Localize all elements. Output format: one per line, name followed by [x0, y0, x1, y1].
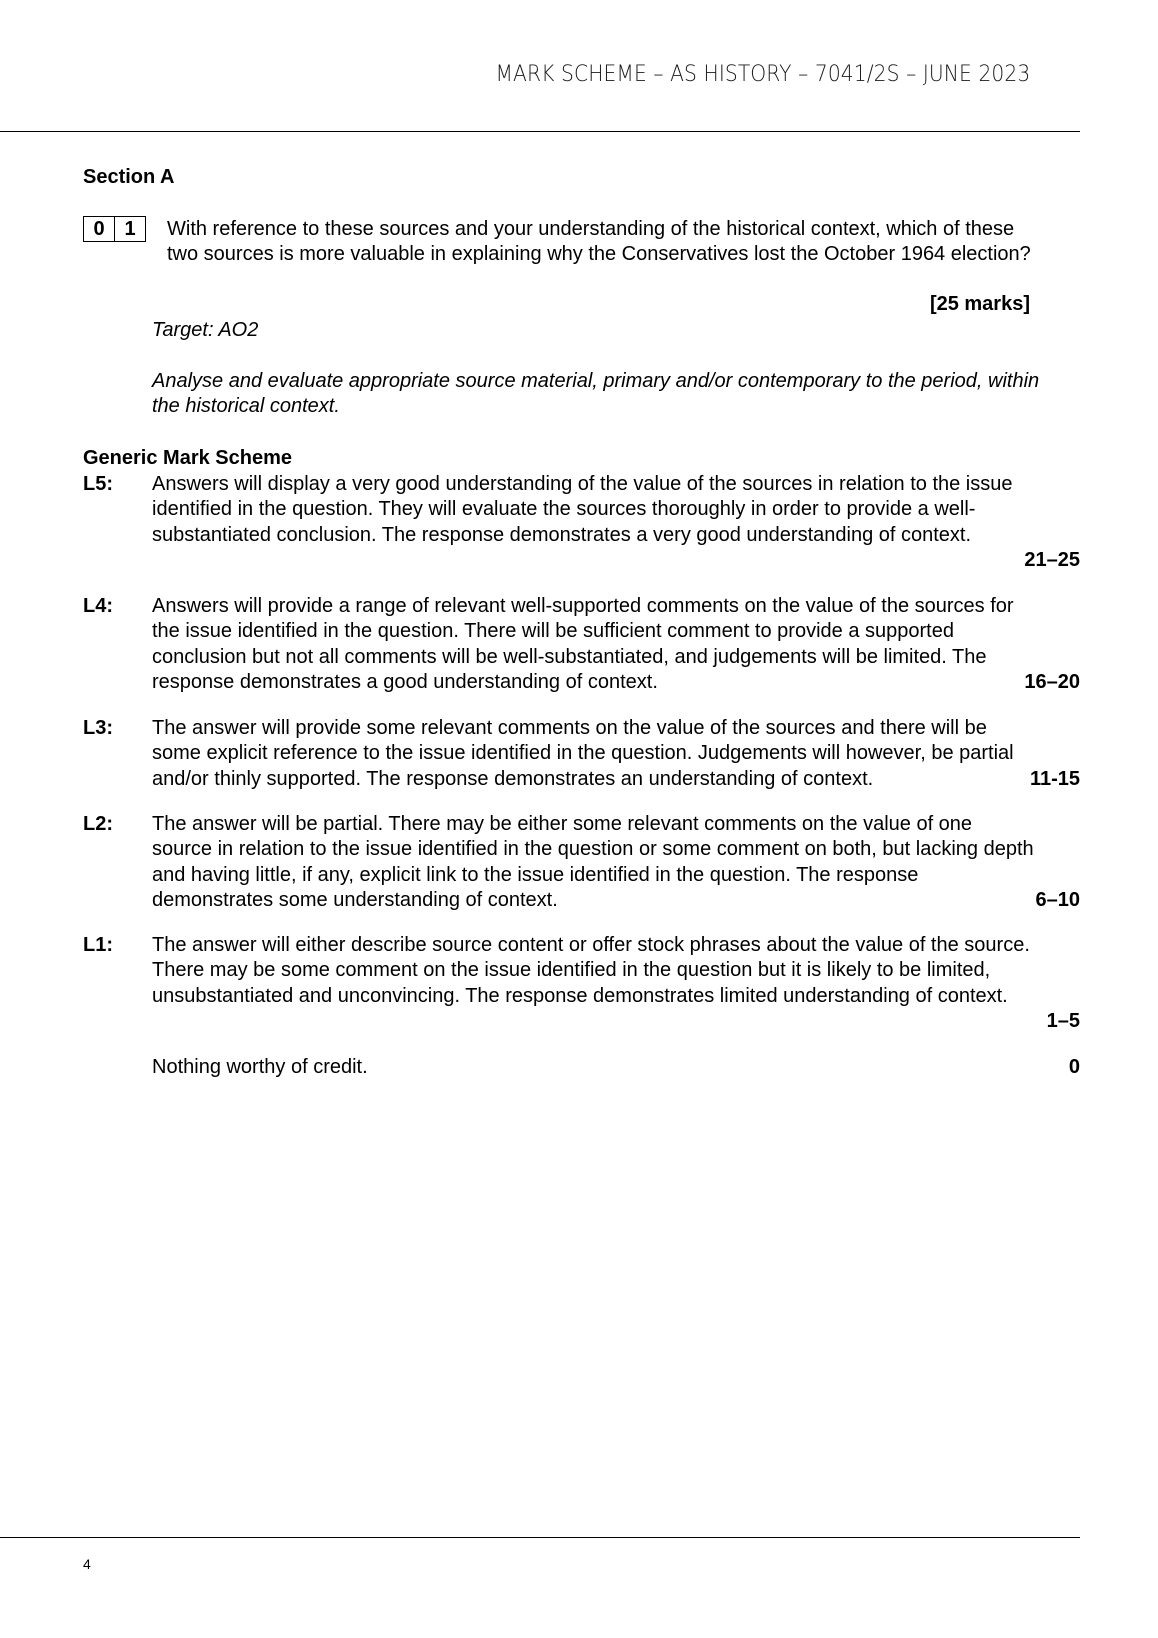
question-number-digit: 0 [93, 218, 105, 240]
question-number-box [83, 216, 146, 242]
assessment-target: Target: AO2 [152, 319, 259, 341]
section-heading: Section A [83, 166, 175, 188]
mark-level-l2 [83, 812, 1080, 913]
level-marks: 11-15 [1029, 767, 1080, 790]
level-marks: 6–10 [1035, 888, 1080, 911]
level-marks: 1–5 [1046, 1009, 1080, 1032]
assessment-objective-description: Analyse and evaluate appropriate source material, primary and/or contemporary to the period, within the historical context. [152, 370, 1040, 417]
level-label: L4: [83, 595, 113, 617]
level-descriptor: The answer will be partial. There may be either some relevant comments on the value of one source in relation to the issue identified in the question or some comment on both, but lacking depth and having little, if any, explicit link to the issue identified in the question. The response demonstrates some understanding of context. [152, 813, 1034, 911]
mark-level-l3 [83, 716, 1080, 792]
level-marks: 16–20 [1024, 670, 1080, 693]
level-marks: 0 [1068, 1056, 1080, 1078]
level-descriptor: The answer will either describe source content or offer stock phrases about the value of the source. There may be some comment on the issue identified in the question but it is likely to be limited, unsubstantiated and unconvincing. The response demonstrates limited understanding of context. [152, 934, 1030, 1007]
page-number: 4 [83, 1556, 91, 1572]
level-marks: 21–25 [1024, 548, 1080, 571]
document-header-title: MARK SCHEME – AS HISTORY – 7041/2S – JUNE 2023 [495, 62, 1030, 87]
generic-mark-scheme-heading: Generic Mark Scheme [83, 447, 292, 469]
level-label: L3: [83, 717, 113, 739]
level-label: L2: [83, 813, 113, 835]
level-descriptor: Nothing worthy of credit. [152, 1056, 368, 1078]
mark-level-0 [83, 1055, 1080, 1080]
mark-level-l1 [83, 933, 1080, 1034]
level-descriptor: Answers will display a very good understanding of the value of the sources in relation to the issue identified in the question. They will evaluate the sources thoroughly in order to provide a well-substantiated conclusion. The response demonstrates a very good understanding of context. [152, 473, 1013, 546]
mark-level-l5 [83, 472, 1080, 573]
question-number-digit: 1 [114, 217, 145, 241]
level-descriptor: Answers will provide a range of relevant well-supported comments on the value of the sources for the issue identified in the question. There will be sufficient comment to provide a supported conclusion but not all comments will be well-substantiated, and judgements will be limited. The response demonstrates a good understanding of context. [152, 595, 1014, 693]
mark-level-l4 [83, 594, 1080, 695]
level-label: L5: [83, 473, 113, 495]
question-marks: [25 marks] [929, 293, 1030, 315]
level-label: L1: [83, 934, 113, 956]
level-descriptor: The answer will provide some relevant comments on the value of the sources and there will be some explicit reference to the issue identified in the question. Judgements will however, be partial and/or thinly supported. The response demonstrates an understanding of context. [152, 717, 1014, 790]
header-rule [0, 131, 1080, 132]
question-text: With reference to these sources and your understanding of the historical context, which of these two sources is more valuable in explaining why the Conservatives lost the October 1964 election? [167, 218, 1031, 265]
footer-rule [0, 1537, 1080, 1538]
